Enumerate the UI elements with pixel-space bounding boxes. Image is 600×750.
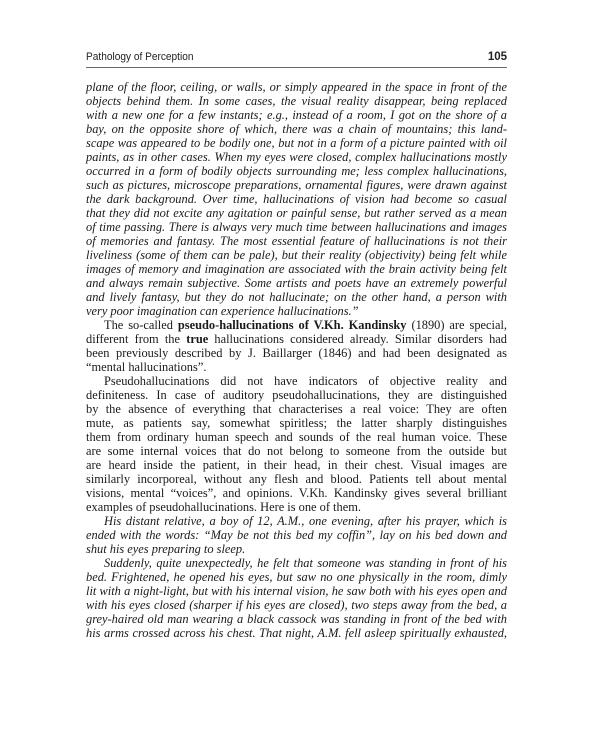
- text-span: and always remain subjective. Some artists and poets have an extremely powerful: [86, 276, 507, 290]
- text-span: them from ordinary human speech and sounds of the real human voice. These: [86, 430, 507, 444]
- text-line: [86, 570, 507, 584]
- paragraph: [86, 514, 507, 556]
- text-line: [86, 304, 507, 318]
- text-line: [86, 248, 507, 262]
- text-span: ended with the words: “May be not this bed my coffin”, lay on his bed down and: [86, 528, 507, 542]
- running-title: Pathology of Perception: [86, 51, 194, 63]
- text-line: [86, 262, 507, 276]
- text-line: [86, 542, 507, 556]
- text-line: [86, 80, 507, 94]
- text-line: [86, 318, 507, 332]
- text-line: [86, 374, 507, 388]
- text-span: been previously described by J. Baillarger (1846) and had been designated as: [86, 346, 507, 360]
- page-number: 105: [487, 51, 507, 63]
- text-span: examples of pseudohallucinations. Here is one of them.: [86, 500, 361, 514]
- text-span: lit with a night-light, but with his internal vision, he saw both with his eyes open and: [86, 584, 507, 598]
- text-span: bed. Frightened, he opened his eyes, but saw no one physically in the room, dimly: [86, 570, 507, 584]
- text-span: his arms crossed across his chest. That night, A.M. fell asleep spiritually exhausted,: [86, 626, 507, 640]
- text-span: visions, mental “voices”, and opinions. V.Kh. Kandinsky gives several brilliant: [86, 486, 507, 500]
- text-span: mute, as patients say, somewhat spiritless; the latter sharply distinguishes: [86, 416, 507, 430]
- paragraph: [86, 556, 507, 640]
- text-span: liveliness (some of them can be pale), but their reality (objectivity) being felt while: [86, 248, 507, 262]
- text-line: [86, 612, 507, 626]
- text-line: [86, 276, 507, 290]
- text-span: images of memory and imagination are associated with the brain activity being felt: [86, 262, 507, 276]
- text-span: scape was appeared to be bodily one, but not in a form of a picture painted with oil: [86, 136, 507, 150]
- text-span: different from the: [86, 332, 187, 346]
- text-line: [86, 220, 507, 234]
- text-line: [86, 556, 507, 570]
- page-body: [86, 80, 507, 640]
- text-span: with his eyes closed (sharper if his eyes are closed), two steps away from the bed, a: [86, 598, 507, 612]
- text-line: [86, 122, 507, 136]
- text-span: shut his eyes preparing to sleep.: [86, 542, 246, 556]
- text-line: [86, 416, 507, 430]
- text-span: are some internal voices that do not belong to someone from the outside but: [86, 444, 507, 458]
- text-line: [86, 360, 507, 374]
- text-line: [86, 136, 507, 150]
- text-span: that they did not excite any agitation or painful sense, but rather served as a mean: [86, 206, 507, 220]
- text-line: [86, 472, 507, 486]
- paragraph: [86, 374, 507, 514]
- text-line: [86, 514, 507, 528]
- text-line: [86, 402, 507, 416]
- text-span: such as pictures, microscope preparations, ornamental figures, were drawn against: [86, 178, 507, 192]
- text-line: [86, 444, 507, 458]
- text-span: bay, on the opposite shore of which, there was a chain of mountains; this land-: [86, 122, 507, 136]
- text-line: [86, 150, 507, 164]
- paragraph: [86, 318, 507, 374]
- text-line: [86, 346, 507, 360]
- text-span: grey-haired old man wearing a black cassock was standing in front of the bed with: [86, 612, 507, 626]
- text-span: Pseudohallucinations did not have indicators of objective reality and: [104, 374, 507, 388]
- text-span: of memories and fantasy. The most essential feature of hallucinations is not their: [86, 234, 507, 248]
- text-span: definiteness. In case of auditory pseudohallucinations, they are distinguished: [86, 388, 507, 402]
- text-span: The so-called: [104, 318, 178, 332]
- text-span: “mental hallucinations”.: [86, 360, 207, 374]
- text-span: (1890) are special,: [406, 318, 508, 332]
- text-span: similarly incorporeal, without any flesh and blood. Patients tell about mental: [86, 472, 507, 486]
- text-span: the dark background. Over time, hallucinations of vision had become so casual: [86, 192, 507, 206]
- text-line: [86, 108, 507, 122]
- text-line: [86, 94, 507, 108]
- text-line: [86, 584, 507, 598]
- text-line: [86, 206, 507, 220]
- text-line: [86, 290, 507, 304]
- bold-term: pseudo-hallucinations of V.Kh. Kandinsky: [177, 318, 407, 332]
- text-span: paints, as in other cases. When my eyes were closed, complex hallucinations mostly: [86, 150, 507, 164]
- running-header: [86, 50, 507, 68]
- text-span: and lively fantasy, but they do not hallucinate; on the other hand, a person with: [86, 290, 507, 304]
- text-span: objects behind them. In some cases, the visual reality disappear, being replaced: [86, 94, 507, 108]
- text-line: [86, 430, 507, 444]
- text-span: occurred in a form of bodily objects surrounding me; less complex hallucinations,: [86, 164, 507, 178]
- text-line: [86, 598, 507, 612]
- text-line: [86, 500, 507, 514]
- text-line: [86, 528, 507, 542]
- text-span: hallucinations considered already. Similar disorders had: [208, 332, 507, 346]
- text-line: [86, 332, 507, 346]
- bold-term: true: [186, 332, 209, 346]
- text-span: very poor imagination can experience hallucinations.”: [86, 304, 359, 318]
- text-span: are heard inside the patient, in their head, in their chest. Visual images are: [86, 458, 507, 472]
- text-span: plane of the floor, ceiling, or walls, or simply appeared in the space in front of the: [86, 80, 507, 94]
- text-line: [86, 388, 507, 402]
- text-span: by the absence of everything that characterises a real voice: They are often: [86, 402, 507, 416]
- text-span: His distant relative, a boy of 12, A.M., one evening, after his prayer, which is: [104, 514, 507, 528]
- text-span: with a new one for a few instants; e.g., instead of a room, I got on the shore of a: [86, 108, 507, 122]
- text-line: [86, 458, 507, 472]
- text-line: [86, 626, 507, 640]
- paragraph: [86, 80, 507, 318]
- text-line: [86, 192, 507, 206]
- text-line: [86, 486, 507, 500]
- text-span: Suddenly, quite unexpectedly, he felt that someone was standing in front of his: [104, 556, 507, 570]
- text-line: [86, 178, 507, 192]
- text-line: [86, 164, 507, 178]
- text-span: of time passing. There is always very much time between hallucinations and images: [86, 220, 507, 234]
- text-line: [86, 234, 507, 248]
